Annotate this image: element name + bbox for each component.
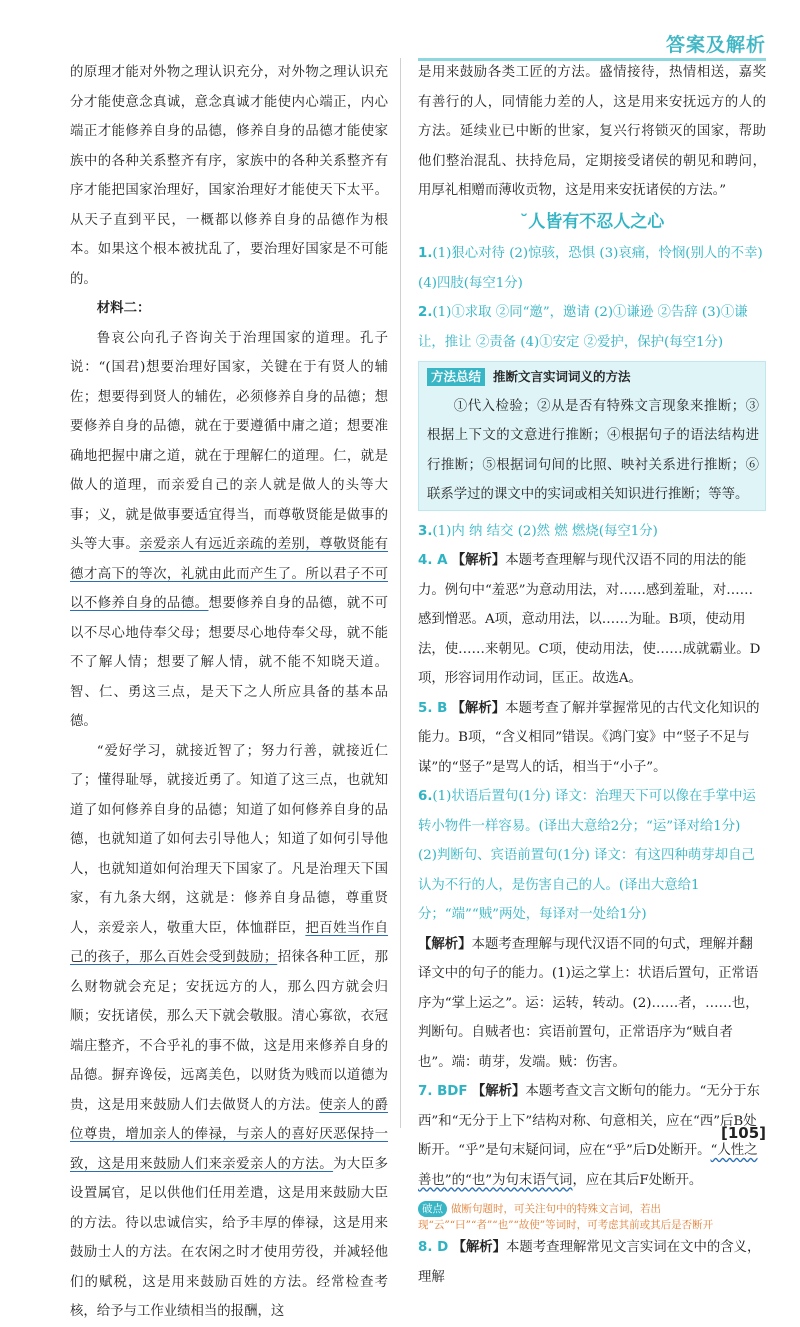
question-number: 7. BDF [418,1084,468,1099]
answer-4 [418,546,766,694]
analysis-text: 本题考查了解并掌握常见的古代文化知识的能力。B项，“含义相同”错误。《鸿门宴》中“竖子不足与谋”的“竖子”是骂人的话，相当于“小子”。 [418,700,760,775]
analysis-tag: 【解析】 [452,1240,507,1255]
material-one-ending: 的原理才能对外物之理认识充分，对外物之理认识充分才能使意念真诚，意念真诚才能使内心端正，内心端正才能修养自身的品德，修养自身的品德才能使家族中的各种关系整齐有序，家族中的各种关系整齐有序才能把国家治理好，国家治理好才能使天下太平。从天子直到平民，一概都以修养自身的品德作为根本。如果这个根本被扰乱了，要治理好国家是不可能的。 [70,65,388,287]
text: 想要修养自身的品德，就不可以不尽心地侍奉父母；想要尽心地侍奉父母，就不能不了解人情；想要了解人情，就不能不知晓天道。智、仁、勇这三点，是天下之人所应具备的基本品德。 [70,596,389,729]
underlined-text: “人性之善也”的“也”为句末语气词 [418,1143,758,1188]
tip-note [418,1201,766,1233]
question-number: 6. [418,789,433,804]
right-column [418,58,766,1292]
answer-7 [418,1077,766,1195]
method-summary-tag: 方法总结 [427,368,485,386]
question-number: 2. [418,305,433,320]
question-number: 1. [418,246,433,261]
analysis-tag: 【解析】 [451,700,506,716]
material-two-heading: 材料二： [96,301,151,316]
text: “爱好学习，就接近智了；努力行善，就接近仁了；懂得耻辱，就接近勇了。知道了这三点，也就知道了如何修养自身的品德；知道了如何修养自身的品德，也就知道了如何去引导他人；知道了如何引导他人，也就知道如何治理天下国家了。凡是治理天下国家，有九条大纲，这就是：修养自身品德，尊重贤人，亲爱亲人，敬重大臣，体恤群臣， [70,743,388,936]
analysis-text: ，应在其后F处断开。 [572,1172,703,1188]
question-number: 8. D [418,1240,449,1255]
text: 鲁哀公向孔子咨询关于治理国家的道理。孔子说：“(国君)想要治理好国家，关键在于有贤人的辅佐；想要得到贤人的辅佐，必须修养自身的品德；想要修养自身的品德，就在于要遵循中庸之道；想要准确地把握中庸之道，就在于理解仁的道理。仁，就是做人的道理，而亲爱自己的亲人就是做人的头等大事；义，就是做事要适宜得当，而尊敬贤能是做事的头等大事。 [70,330,388,552]
tip-icon: 破点 [418,1201,447,1217]
answer-2 [418,298,766,357]
answer-6-part-2: (2)判断句、宾语前置句(1分) 译文：有这四种萌芽却自己认为不行的人，是伤害自己的人。(译出大意给1分；“端”“贼”两处，每译对一处给1分) [418,848,755,922]
underlined-text: 亲爱亲人有远近亲疏的差别，尊敬贤能有德才高下的等次，礼就由此而产生了。所以君子不可以不修养自身的品德。 [70,537,389,611]
header-title: 答案及解析 [665,34,766,56]
analysis-tag: 【解析】 [451,553,506,568]
answer-text: (1)狠心对待 (2)惊骇，恐惧 (3)哀痛，怜悯(别人的不幸) (4)四肢(每空1分) [418,246,763,291]
method-summary-header [427,362,759,392]
page-number: [105] [720,1124,766,1142]
answer-text: (1)状语后置句(1分) 译文：治理天下可以像在手掌中运转小物件一样容易。(译出大意给2分；“运”译对给1分) [418,789,756,834]
analysis-tag: 【解析】 [418,936,472,952]
answer-8 [418,1233,766,1292]
answer-1 [418,239,766,298]
answer-5 [418,694,766,783]
answer-6-analysis [418,930,766,1078]
question-number: 4. A [418,553,448,568]
material-two-paragraph-2 [70,737,388,1327]
method-summary-title: 推断文言实词词义的方法 [493,369,631,384]
method-summary-box [418,361,766,511]
tip-text: 做断句题时，可关注句中的特殊文言词，若出现“云”“曰”“者”“也”“故使”等词时，可考虑其前或其后是否断开 [418,1203,714,1231]
analysis-text: 本题考查理解与现代汉语不同的用法的能力。例句中“羞恶”为意动用法，对……感到羞耻，对……感到憎恶。A项，意动用法，以……为耻。B项，使动用法，使……来朝见。C项，使动用法，使……成就霸业。D项，形容词用作动词，匡正。故选A。 [418,553,761,686]
answer-6 [418,782,766,841]
column-divider [400,58,401,1128]
left-column [70,58,388,1327]
section-title-text: 人皆有不忍人之心 [528,211,665,232]
question-number: 3. [418,523,433,539]
analysis-tag: 【解析】 [471,1084,526,1099]
analysis-text: 本题考查理解常见文言实词在文中的含义，理解 [418,1240,761,1285]
question-number: 5. B [418,700,448,716]
analysis-text: 本题考查理解与现代汉语不同的句式，理解并翻译文中的句子的能力。(1)运之掌上：状语后置句，正常语序为“掌上运之”。运：运转，转动。(2)……者，……也，判断句。自贼者也：宾语前置句，正常语序为“贼自者也”。端：萌芽，发端。贼：伤害。 [418,936,759,1070]
section-title: ˘人皆有不忍人之心 [519,211,665,232]
answer-text: (1)内 纳 结交 (2)然 燃 燃烧(每空1分) [432,523,658,539]
underlined-text: 把百姓当作自己的孩子，那么百姓会受到鼓励； [70,920,389,965]
page-number-value: 105 [727,1124,760,1142]
analysis-text: 本题考查文言文断句的能力。“无分于东西”和“无分于上下”结构对称、句意相关，应在“西”后B处断开。“乎”是句末疑问词，应在“乎”后D处断开。 [418,1084,760,1158]
material-two-paragraph-1 [70,324,388,737]
answer-text: (1)①求取 ②同“邀”，邀请 (2)①谦逊 ②告辞 (3)①谦让，推让 ②责备 (4)①安定 ②爱护，保护(每空1分) [418,305,748,350]
answer-3 [418,517,766,547]
underlined-text: 使亲人的爵位尊贵，增加亲人的俸禄，与亲人的喜好厌恶保持一致，这是用来鼓励人们来亲爱亲人的方法。 [70,1097,389,1172]
material-two-continuation: 是用来鼓励各类工匠的方法。盛情接待，热情相送，嘉奖有善行的人，同情能力差的人，这是用来安抚远方的人的方法。延续业已中断的世家，复兴行将锁灭的国家，帮助他们整治混乱、扶持危局，定期接受诸侯的朝见和聘问，用厚礼相赠而薄收贡物，这是用来安抚诸侯的方法。” [418,65,766,198]
text: 招徕各种工匠，那么财物就会充足；安抚远方的人，那么四方就会归顺；安抚诸侯，那么天下就会敬服。清心寡欲，衣冠端庄整齐，不合乎礼的事不做，这是用来修养自身的品德。摒弃谗佞，远离美色，以财货为贱而以道德为贵，这是用来鼓励人们去做贤人的方法。 [70,950,389,1113]
method-summary-body: ①代入检验；②从是否有特殊文言现象来推断；③根据上下文的文意进行推断；④根据句子的语法结构进行推断；⑤根据词句间的比照、映衬关系进行推断；⑥联系学过的课文中的实词或相关知识进行推断；等等。 [427,398,759,502]
text: 为大臣多设置属官，足以供他们任用差遣，这是用来鼓励大臣的方法。待以忠诚信实，给予丰厚的俸禄，这是用来鼓励士人的方法。在农闲之时才使用劳役，并减轻他们的赋税，这是用来鼓励百姓的方法。经常检查考核，给予与工作业绩相当的报酬，这 [70,1156,389,1319]
